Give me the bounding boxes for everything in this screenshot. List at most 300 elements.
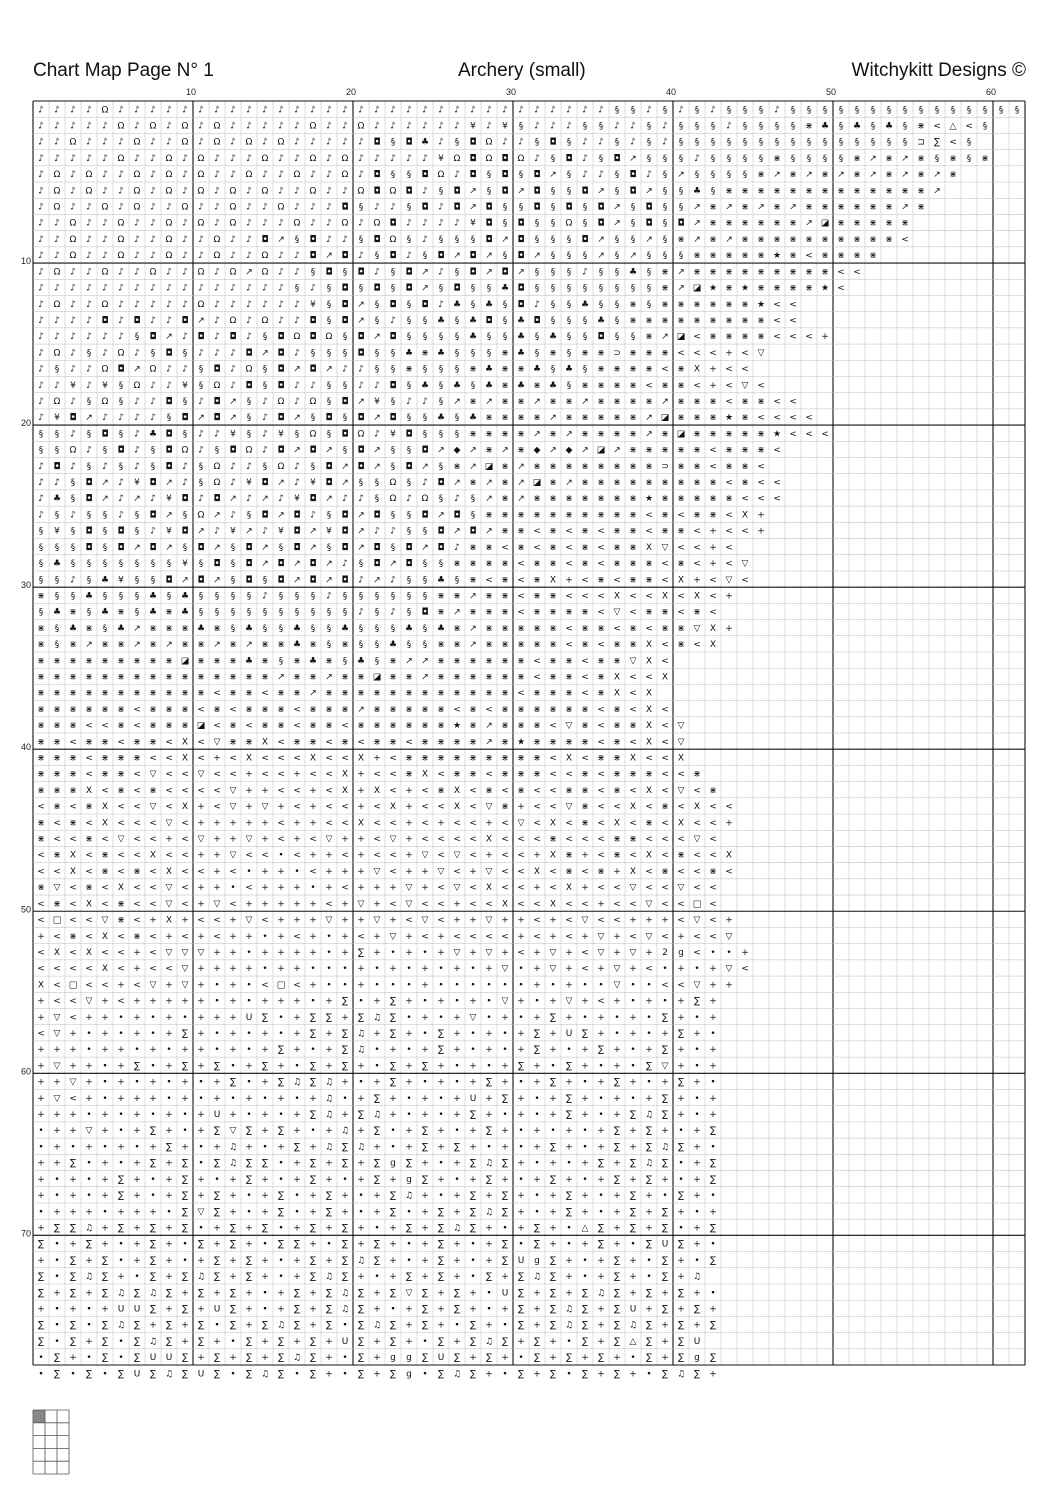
stitch-symbol: ♪ — [406, 105, 412, 116]
stitch-symbol: < — [437, 769, 445, 780]
stitch-symbol: • — [454, 996, 460, 1007]
stitch-symbol: ∑ — [597, 1239, 605, 1250]
stitch-symbol: § — [230, 607, 236, 618]
stitch-symbol: ◘ — [421, 202, 429, 213]
stitch-symbol: ◘ — [309, 575, 317, 586]
stitch-symbol: ∑ — [69, 1320, 77, 1331]
stitch-symbol: § — [182, 542, 188, 553]
stitch-symbol: ♪ — [262, 526, 268, 537]
stitch-symbol: X — [501, 899, 509, 910]
stitch-symbol: + — [693, 1142, 701, 1153]
stitch-symbol: ¥ — [502, 121, 508, 132]
stitch-symbol: < — [549, 753, 557, 764]
stitch-symbol: + — [613, 866, 621, 877]
stitch-symbol: ▽ — [629, 883, 637, 894]
stitch-symbol: + — [117, 1142, 125, 1153]
stitch-symbol: ◘ — [469, 267, 477, 278]
stitch-symbol: X — [37, 980, 45, 991]
stitch-symbol: < — [597, 802, 605, 813]
stitch-symbol: ♪ — [70, 348, 76, 359]
stitch-symbol: + — [357, 802, 365, 813]
stitch-symbol: ♪ — [214, 348, 220, 359]
stitch-symbol: • — [390, 1126, 396, 1137]
stitch-symbol: ⋇ — [709, 494, 717, 505]
stitch-symbol: ∑ — [421, 1061, 429, 1072]
stitch-symbol: • — [406, 964, 412, 975]
stitch-symbol: + — [69, 1174, 77, 1185]
stitch-symbol: ♪ — [614, 121, 620, 132]
stitch-symbol: + — [661, 1320, 669, 1331]
stitch-symbol: ⋇ — [485, 542, 493, 553]
stitch-symbol: ◘ — [85, 542, 93, 553]
stitch-symbol: ♫ — [324, 1077, 334, 1088]
stitch-symbol: ◘ — [277, 559, 285, 570]
stitch-symbol: ⋇ — [677, 494, 685, 505]
stitch-symbol: < — [181, 866, 189, 877]
stitch-symbol: • — [406, 1110, 412, 1121]
stitch-symbol: + — [565, 964, 573, 975]
stitch-symbol: ♪ — [262, 591, 268, 602]
stitch-symbol: ▽ — [677, 883, 685, 894]
stitch-symbol: U — [693, 1336, 701, 1347]
stitch-symbol: < — [661, 931, 669, 942]
stitch-symbol: ⋇ — [741, 478, 749, 489]
stitch-symbol: ∑ — [645, 1126, 653, 1137]
stitch-symbol: ♪ — [54, 332, 60, 343]
stitch-symbol: ⋇ — [725, 315, 733, 326]
stitch-symbol: ↗ — [453, 526, 461, 537]
stitch-symbol: ♪ — [406, 121, 412, 132]
stitch-symbol: ♪ — [134, 105, 140, 116]
stitch-symbol: ⋇ — [261, 704, 269, 715]
stitch-symbol: ⋇ — [101, 850, 109, 861]
stitch-symbol: < — [37, 850, 45, 861]
stitch-symbol: ◪ — [676, 429, 686, 440]
stitch-symbol: ⋇ — [501, 591, 509, 602]
stitch-symbol: § — [582, 315, 588, 326]
stitch-symbol: U — [213, 1304, 221, 1315]
stitch-symbol: § — [246, 413, 252, 424]
stitch-symbol: < — [181, 818, 189, 829]
stitch-symbol: • — [150, 1110, 156, 1121]
stitch-symbol: ↗ — [181, 575, 189, 586]
stitch-symbol: ⋇ — [901, 186, 909, 197]
stitch-symbol: ♣ — [532, 364, 542, 375]
stitch-symbol: ∑ — [661, 1304, 669, 1315]
stitch-symbol: < — [629, 850, 637, 861]
stitch-symbol: ↗ — [245, 640, 253, 651]
stitch-symbol: + — [245, 785, 253, 796]
stitch-symbol: ⋇ — [149, 721, 157, 732]
stitch-symbol: + — [133, 1255, 141, 1266]
stitch-symbol: ⋇ — [757, 396, 765, 407]
stitch-symbol: < — [709, 915, 717, 926]
stitch-symbol: ∑ — [341, 1142, 349, 1153]
stitch-symbol: • — [86, 1191, 92, 1202]
stitch-symbol: § — [454, 267, 460, 278]
stitch-symbol: ∑ — [373, 1174, 381, 1185]
stitch-symbol: ⋇ — [549, 607, 557, 618]
stitch-symbol: ◘ — [181, 494, 189, 505]
stitch-symbol: < — [565, 591, 573, 602]
stitch-symbol: + — [37, 1174, 45, 1185]
stitch-symbol: < — [101, 899, 109, 910]
stitch-symbol: • — [310, 996, 316, 1007]
stitch-symbol: ♪ — [166, 105, 172, 116]
stitch-symbol: ◘ — [117, 445, 125, 456]
stitch-symbol: ∑ — [517, 1272, 525, 1283]
stitch-symbol: ∑ — [565, 1110, 573, 1121]
stitch-symbol: < — [373, 818, 381, 829]
stitch-symbol: < — [149, 834, 157, 845]
stitch-symbol: • — [278, 1158, 284, 1169]
stitch-symbol: ♪ — [262, 283, 268, 294]
stitch-symbol: § — [326, 510, 332, 521]
stitch-symbol: ↗ — [277, 510, 285, 521]
stitch-symbol: ◘ — [421, 445, 429, 456]
stitch-symbol: ⋇ — [565, 413, 573, 424]
stitch-symbol: < — [757, 413, 765, 424]
stitch-symbol: ⋇ — [101, 753, 109, 764]
stitch-symbol: + — [101, 1239, 109, 1250]
stitch-symbol: < — [581, 688, 589, 699]
stitch-symbol: ◘ — [357, 445, 365, 456]
stitch-symbol: + — [453, 1255, 461, 1266]
stitch-symbol: ↗ — [261, 559, 269, 570]
stitch-symbol: ♪ — [102, 218, 108, 229]
stitch-symbol: ⋇ — [37, 704, 45, 715]
stitch-symbol: § — [518, 202, 524, 213]
stitch-symbol: ⋇ — [581, 526, 589, 537]
stitch-symbol: ↗ — [773, 170, 781, 181]
stitch-symbol: ⋇ — [837, 234, 845, 245]
stitch-symbol: ↗ — [373, 413, 381, 424]
stitch-symbol: ◘ — [485, 234, 493, 245]
stitch-symbol: ⋇ — [645, 575, 653, 586]
stitch-symbol: ♪ — [102, 461, 108, 472]
stitch-symbol: < — [69, 834, 77, 845]
stitch-symbol: ▽ — [613, 964, 621, 975]
stitch-symbol: ∑ — [485, 1077, 493, 1088]
stitch-symbol: < — [213, 688, 221, 699]
stitch-symbol: ⋇ — [661, 510, 669, 521]
stitch-symbol: < — [101, 883, 109, 894]
stitch-symbol: + — [389, 1174, 397, 1185]
stitch-symbol: ⋇ — [725, 251, 733, 262]
stitch-symbol: Ω — [197, 267, 205, 278]
stitch-symbol: ◘ — [325, 478, 333, 489]
stitch-symbol: ◘ — [437, 542, 445, 553]
stitch-symbol: ▽ — [757, 348, 765, 359]
stitch-symbol: Ω — [309, 396, 317, 407]
stitch-symbol: § — [646, 121, 652, 132]
stitch-symbol: ∑ — [213, 1255, 221, 1266]
stitch-symbol: § — [534, 283, 540, 294]
stitch-symbol: + — [581, 1191, 589, 1202]
stitch-symbol: + — [53, 1077, 61, 1088]
stitch-symbol: ⋇ — [565, 866, 573, 877]
stitch-symbol: ∑ — [165, 1320, 173, 1331]
stitch-symbol: ∑ — [229, 1320, 237, 1331]
stitch-symbol: • — [662, 964, 668, 975]
stitch-symbol: ♪ — [310, 218, 316, 229]
stitch-symbol: + — [373, 1353, 381, 1364]
stitch-symbol: < — [501, 866, 509, 877]
stitch-symbol: ♪ — [502, 137, 508, 148]
stitch-symbol: + — [373, 931, 381, 942]
stitch-symbol: ⋇ — [341, 688, 349, 699]
stitch-symbol: ◘ — [629, 170, 637, 181]
stitch-symbol: • — [310, 1126, 316, 1137]
stitch-symbol: § — [214, 445, 220, 456]
stitch-symbol: § — [582, 202, 588, 213]
stitch-symbol: ◘ — [149, 510, 157, 521]
stitch-symbol: • — [134, 1272, 140, 1283]
stitch-symbol: ◘ — [437, 251, 445, 262]
stitch-symbol: ∑ — [53, 1353, 61, 1364]
stitch-symbol: + — [405, 947, 413, 958]
stitch-symbol: ∑ — [341, 1255, 349, 1266]
stitch-symbol: < — [629, 818, 637, 829]
stitch-symbol: ♣ — [516, 315, 526, 326]
stitch-symbol: Ω — [165, 251, 173, 262]
stitch-symbol: ⋇ — [853, 170, 861, 181]
stitch-symbol: ∑ — [613, 1255, 621, 1266]
stitch-symbol: + — [709, 1061, 717, 1072]
stitch-symbol: ∑ — [341, 1045, 349, 1056]
stitch-symbol: ⋇ — [533, 640, 541, 651]
row-number: 40 — [20, 742, 31, 753]
stitch-symbol: ∑ — [549, 1142, 557, 1153]
stitch-symbol: • — [678, 1126, 684, 1137]
stitch-symbol: • — [214, 980, 220, 991]
stitch-symbol: • — [374, 980, 380, 991]
stitch-symbol: • — [518, 980, 524, 991]
stitch-symbol: ♪ — [214, 332, 220, 343]
stitch-symbol: ↗ — [517, 267, 525, 278]
stitch-symbol: § — [358, 234, 364, 245]
stitch-symbol: < — [533, 931, 541, 942]
stitch-symbol: < — [149, 866, 157, 877]
stitch-symbol: ⋇ — [869, 202, 877, 213]
stitch-symbol: < — [709, 883, 717, 894]
stitch-symbol: < — [341, 753, 349, 764]
stitch-symbol: ◘ — [421, 607, 429, 618]
stitch-symbol: < — [165, 850, 173, 861]
stitch-symbol: • — [646, 1077, 652, 1088]
stitch-symbol: + — [373, 947, 381, 958]
stitch-symbol: + — [597, 1077, 605, 1088]
stitch-symbol: < — [389, 769, 397, 780]
stitch-symbol: + — [597, 964, 605, 975]
stitch-symbol: ↗ — [197, 315, 205, 326]
stitch-symbol: ⋇ — [693, 251, 701, 262]
stitch-symbol: + — [693, 1174, 701, 1185]
stitch-symbol: ♪ — [86, 445, 92, 456]
stitch-symbol: § — [134, 332, 140, 343]
stitch-symbol: < — [949, 137, 957, 148]
stitch-symbol: + — [517, 1158, 525, 1169]
stitch-symbol: • — [470, 980, 476, 991]
stitch-symbol: ♪ — [166, 137, 172, 148]
stitch-symbol: • — [630, 1239, 636, 1250]
stitch-symbol: ⋇ — [517, 413, 525, 424]
stitch-symbol: ♪ — [246, 121, 252, 132]
stitch-symbol: ¥ — [54, 526, 60, 537]
stitch-symbol: ∑ — [421, 1174, 429, 1185]
stitch-symbol: X — [453, 785, 461, 796]
stitch-symbol: < — [581, 964, 589, 975]
stitch-symbol: < — [725, 396, 733, 407]
stitch-symbol: + — [581, 1061, 589, 1072]
stitch-symbol: ◘ — [341, 315, 349, 326]
stitch-symbol: ♪ — [134, 283, 140, 294]
stitch-symbol: Ω — [149, 267, 157, 278]
stitch-symbol: ∑ — [181, 1158, 189, 1169]
stitch-symbol: + — [581, 1207, 589, 1218]
stitch-symbol: • — [486, 1061, 492, 1072]
stitch-symbol: • — [150, 1012, 156, 1023]
stitch-symbol: < — [293, 980, 301, 991]
stitch-symbol: ◘ — [501, 267, 509, 278]
stitch-symbol: § — [38, 445, 44, 456]
stitch-symbol: § — [550, 153, 556, 164]
stitch-symbol: ♪ — [294, 105, 300, 116]
stitch-symbol: ⋇ — [645, 478, 653, 489]
stitch-symbol: Ω — [389, 494, 397, 505]
stitch-symbol: ⋇ — [645, 607, 653, 618]
stitch-symbol: ∑ — [213, 1191, 221, 1202]
stitch-symbol: ∑ — [245, 1272, 253, 1283]
stitch-symbol: ⋇ — [533, 737, 541, 748]
column-number: 40 — [665, 87, 677, 97]
stitch-symbol: + — [245, 964, 253, 975]
stitch-symbol: ⋇ — [565, 656, 573, 667]
stitch-symbol: ↗ — [693, 202, 701, 213]
stitch-symbol: § — [86, 607, 92, 618]
stitch-symbol: < — [133, 769, 141, 780]
stitch-symbol: X — [85, 947, 93, 958]
stitch-symbol: ♪ — [342, 559, 348, 570]
stitch-symbol: X — [693, 364, 701, 375]
stitch-symbol: < — [437, 899, 445, 910]
stitch-symbol: ∑ — [421, 1126, 429, 1137]
stitch-symbol: § — [70, 542, 76, 553]
stitch-symbol: < — [501, 818, 509, 829]
stitch-symbol: • — [150, 1191, 156, 1202]
stitch-symbol: • — [582, 1012, 588, 1023]
stitch-symbol: ∑ — [677, 1336, 685, 1347]
stitch-symbol: + — [405, 1336, 413, 1347]
stitch-symbol: ⋇ — [549, 623, 557, 634]
stitch-symbol: ∑ — [341, 1158, 349, 1169]
stitch-symbol: + — [421, 1045, 429, 1056]
stitch-symbol: + — [645, 996, 653, 1007]
stitch-symbol: ▽ — [181, 964, 189, 975]
stitch-symbol: • — [118, 1336, 124, 1347]
stitch-symbol: < — [597, 785, 605, 796]
stitch-symbol: + — [533, 883, 541, 894]
stitch-symbol: ⋇ — [805, 186, 813, 197]
stitch-symbol: < — [533, 899, 541, 910]
stitch-symbol: ∑ — [613, 1272, 621, 1283]
stitch-symbol: < — [581, 656, 589, 667]
stitch-symbol: ⋇ — [581, 542, 589, 553]
stitch-symbol: ⋇ — [613, 478, 621, 489]
stitch-symbol: + — [373, 1028, 381, 1039]
stitch-symbol: ∑ — [613, 1336, 621, 1347]
stitch-symbol: Ω — [53, 299, 61, 310]
stitch-symbol: ♪ — [38, 364, 44, 375]
stitch-symbol: + — [101, 1304, 109, 1315]
stitch-symbol: + — [565, 980, 573, 991]
stitch-symbol: • — [102, 1142, 108, 1153]
stitch-symbol: ⋇ — [117, 688, 125, 699]
stitch-symbol: Ω — [133, 380, 141, 391]
stitch-symbol: < — [709, 575, 717, 586]
stitch-symbol: + — [389, 1110, 397, 1121]
stitch-symbol: § — [422, 526, 428, 537]
stitch-symbol: ⋇ — [693, 299, 701, 310]
stitch-symbol: ⋇ — [389, 672, 397, 683]
stitch-symbol: U — [565, 1028, 573, 1039]
stitch-symbol: Ω — [101, 299, 109, 310]
stitch-symbol: ▽ — [565, 721, 573, 732]
stitch-symbol: < — [613, 802, 621, 813]
stitch-symbol: + — [501, 1142, 509, 1153]
stitch-symbol: ↗ — [341, 478, 349, 489]
stitch-symbol: § — [630, 105, 636, 116]
stitch-symbol: + — [197, 1304, 205, 1315]
stitch-symbol: g — [694, 1353, 700, 1364]
stitch-symbol: § — [566, 251, 572, 262]
stitch-symbol: < — [757, 494, 765, 505]
stitch-symbol: + — [613, 1061, 621, 1072]
stitch-symbol: § — [566, 348, 572, 359]
stitch-symbol: < — [149, 818, 157, 829]
stitch-symbol: + — [437, 1142, 445, 1153]
stitch-symbol: ∑ — [309, 1353, 317, 1364]
stitch-symbol: ∑ — [613, 1304, 621, 1315]
stitch-symbol: ↗ — [197, 413, 205, 424]
stitch-symbol: + — [309, 899, 317, 910]
stitch-symbol: + — [597, 1320, 605, 1331]
stitch-symbol: ↗ — [133, 364, 141, 375]
stitch-symbol: + — [677, 996, 685, 1007]
stitch-symbol: ♪ — [70, 121, 76, 132]
stitch-symbol: < — [229, 866, 237, 877]
stitch-symbol: ↗ — [725, 234, 733, 245]
stitch-symbol: Ω — [117, 348, 125, 359]
stitch-symbol: ♪ — [182, 283, 188, 294]
stitch-symbol: ⋇ — [613, 494, 621, 505]
stitch-symbol: ⋇ — [661, 348, 669, 359]
stitch-symbol: + — [549, 1353, 557, 1364]
stitch-symbol: X — [645, 721, 653, 732]
stitch-symbol: ◘ — [453, 283, 461, 294]
stitch-symbol: ♪ — [262, 413, 268, 424]
stitch-symbol: + — [597, 899, 605, 910]
stitch-symbol: U — [437, 1353, 445, 1364]
stitch-symbol: ♪ — [150, 413, 156, 424]
column-numbers — [186, 87, 996, 97]
stitch-symbol: ◘ — [437, 526, 445, 537]
stitch-symbol: ↗ — [309, 526, 317, 537]
stitch-symbol: § — [406, 332, 412, 343]
stitch-symbol: • — [118, 1255, 124, 1266]
stitch-symbol: + — [453, 1012, 461, 1023]
pattern-name: Archery (small) — [458, 60, 586, 81]
